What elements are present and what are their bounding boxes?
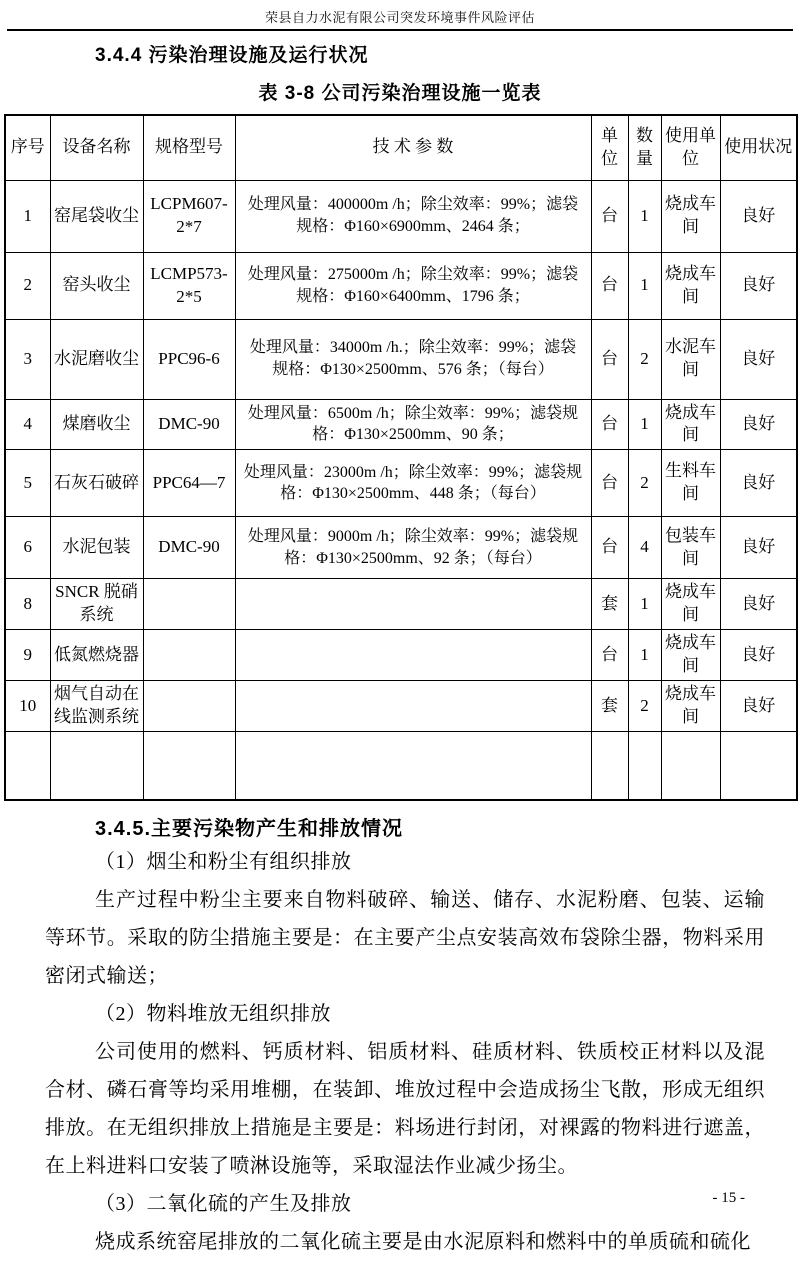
- cell-status: 良好: [720, 579, 797, 630]
- cell-status: 良好: [720, 252, 797, 319]
- cell-qty: 4: [628, 517, 661, 579]
- cell-unit: 台: [591, 180, 628, 252]
- cell-no: 10: [5, 681, 50, 732]
- cell-unit: 台: [591, 399, 628, 450]
- cell-model: LCPM607-2*7: [143, 180, 235, 252]
- cell-status: [720, 732, 797, 800]
- cell-qty: 1: [628, 399, 661, 450]
- cell-qty: 2: [628, 319, 661, 399]
- table-row: [5, 579, 797, 630]
- paragraph-dust-organized: 生产过程中粉尘主要来自物料破碎、输送、储存、水泥粉磨、包装、运输等环节。采取的防尘措施主要是：在主要产尘点安装高效布袋除尘器，物料采用密闭式输送；: [45, 888, 765, 987]
- table-row: [5, 517, 797, 579]
- cell-status: 良好: [720, 681, 797, 732]
- cell-status: 良好: [720, 517, 797, 579]
- cell-name: 窑头收尘: [50, 252, 143, 319]
- cell-qty: 2: [628, 450, 661, 517]
- table-row: [5, 252, 797, 319]
- cell-params: [235, 579, 591, 630]
- col-header-qty: 数量: [628, 115, 661, 180]
- cell-no: 6: [5, 517, 50, 579]
- body-text: [45, 843, 765, 1261]
- cell-no: 8: [5, 579, 50, 630]
- cell-params: 处理风量：6500m /h；除尘效率：99%；滤袋规格：Φ130×2500mm、90 条；: [235, 399, 591, 450]
- cell-no: 2: [5, 252, 50, 319]
- cell-unit: 套: [591, 579, 628, 630]
- table-caption: 表 3-8 公司污染治理设施一览表: [258, 83, 542, 104]
- cell-model: [143, 681, 235, 732]
- cell-params: 处理风量：275000m /h；除尘效率：99%；滤袋规格：Φ160×6400mm、1796 条；: [235, 252, 591, 319]
- cell-status: 良好: [720, 319, 797, 399]
- cell-unit: 套: [591, 681, 628, 732]
- cell-no: 4: [5, 399, 50, 450]
- table-row: [5, 732, 797, 800]
- cell-no: 1: [5, 180, 50, 252]
- cell-name: 水泥磨收尘: [50, 319, 143, 399]
- cell-workshop: 包装车间: [661, 517, 720, 579]
- paragraph-item-3: （3）二氧化硫的产生及排放: [95, 1192, 352, 1215]
- cell-params: [235, 732, 591, 800]
- cell-status: 良好: [720, 630, 797, 681]
- cell-workshop: 水泥车间: [661, 319, 720, 399]
- cell-params: 处理风量：23000m /h；除尘效率：99%；滤袋规格：Φ130×2500mm、448 条；（每台）: [235, 450, 591, 517]
- cell-params: 处理风量：9000m /h；除尘效率：99%；滤袋规格：Φ130×2500mm、92 条；（每台）: [235, 517, 591, 579]
- running-head: 荣县自力水泥有限公司突发环境事件风险评估: [264, 10, 535, 25]
- cell-name: 石灰石破碎: [50, 450, 143, 517]
- cell-workshop: 生料车间: [661, 450, 720, 517]
- col-header-params: 技 术 参 数: [235, 115, 591, 180]
- cell-workshop: 烧成车间: [661, 579, 720, 630]
- col-header-model: 规格型号: [143, 115, 235, 180]
- cell-status: 良好: [720, 399, 797, 450]
- cell-model: PPC96-6: [143, 319, 235, 399]
- cell-params: 处理风量：400000m /h；除尘效率：99%；滤袋规格：Φ160×6900mm、2464 条；: [235, 180, 591, 252]
- cell-unit: [591, 732, 628, 800]
- cell-name: 低氮燃烧器: [50, 630, 143, 681]
- cell-workshop: 烧成车间: [661, 180, 720, 252]
- paragraph-item-1: （1）烟尘和粉尘有组织排放: [95, 850, 352, 873]
- table-row: [5, 399, 797, 450]
- cell-qty: [628, 732, 661, 800]
- cell-unit: 台: [591, 252, 628, 319]
- section-heading-344: 3.4.4 污染治理设施及运行状况: [95, 45, 369, 66]
- col-header-unit: 单位: [591, 115, 628, 180]
- cell-params: [235, 630, 591, 681]
- cell-name: SNCR 脱硝系统: [50, 579, 143, 630]
- cell-no: 5: [5, 450, 50, 517]
- cell-model: DMC-90: [143, 399, 235, 450]
- cell-unit: 台: [591, 450, 628, 517]
- cell-model: LCMP573-2*5: [143, 252, 235, 319]
- table-row: [5, 681, 797, 732]
- cell-params: 处理风量：34000m /h.；除尘效率：99%；滤袋规格：Φ130×2500mm、576 条；（每台）: [235, 319, 591, 399]
- cell-unit: 台: [591, 630, 628, 681]
- cell-qty: 1: [628, 630, 661, 681]
- cell-status: 良好: [720, 180, 797, 252]
- table-row: [5, 180, 797, 252]
- cell-qty: 1: [628, 252, 661, 319]
- cell-workshop: 烧成车间: [661, 630, 720, 681]
- cell-workshop: 烧成车间: [661, 399, 720, 450]
- cell-name: 煤磨收尘: [50, 399, 143, 450]
- cell-name: [50, 732, 143, 800]
- paragraph-item-2: （2）物料堆放无组织排放: [95, 1002, 331, 1025]
- cell-no: 3: [5, 319, 50, 399]
- col-header-no: 序号: [5, 115, 50, 180]
- table-header-row: [5, 115, 797, 180]
- table-row: [5, 450, 797, 517]
- cell-unit: 台: [591, 517, 628, 579]
- page-number: - 15 -: [712, 1190, 745, 1206]
- col-header-name: 设备名称: [50, 115, 143, 180]
- cell-name: 水泥包装: [50, 517, 143, 579]
- table-row: [5, 319, 797, 399]
- cell-unit: 台: [591, 319, 628, 399]
- cell-model: PPC64—7: [143, 450, 235, 517]
- table-row: [5, 630, 797, 681]
- paragraph-so2: 烧成系统窑尾排放的二氧化硫主要是由水泥原料和燃料中的单质硫和硫化: [95, 1230, 751, 1253]
- cell-qty: 1: [628, 579, 661, 630]
- cell-status: 良好: [720, 450, 797, 517]
- cell-name: 窑尾袋收尘: [50, 180, 143, 252]
- cell-params: [235, 681, 591, 732]
- cell-no: [5, 732, 50, 800]
- cell-qty: 1: [628, 180, 661, 252]
- cell-workshop: [661, 732, 720, 800]
- cell-name: 烟气自动在线监测系统: [50, 681, 143, 732]
- cell-workshop: 烧成车间: [661, 681, 720, 732]
- col-header-workshop: 使用单位: [661, 115, 720, 180]
- cell-workshop: 烧成车间: [661, 252, 720, 319]
- cell-model: DMC-90: [143, 517, 235, 579]
- cell-model: [143, 579, 235, 630]
- cell-qty: 2: [628, 681, 661, 732]
- cell-no: 9: [5, 630, 50, 681]
- section-heading-345: 3.4.5.主要污染物产生和排放情况: [95, 817, 404, 840]
- paragraph-dust-fugitive: 公司使用的燃料、钙质材料、铝质材料、硅质材料、铁质校正材料以及混合材、磷石膏等均采用堆棚，在装卸、堆放过程中会造成扬尘飞散，形成无组织排放。在无组织排放上措施是主要是：料场进行封闭，对裸露的物料进行遮盖，在上料进料口安装了喷淋设施等，采取湿法作业减少扬尘。: [45, 1040, 765, 1177]
- col-header-status: 使用状况: [720, 115, 797, 180]
- facilities-table: [4, 114, 798, 801]
- header-rule: [7, 29, 793, 31]
- cell-model: [143, 630, 235, 681]
- cell-model: [143, 732, 235, 800]
